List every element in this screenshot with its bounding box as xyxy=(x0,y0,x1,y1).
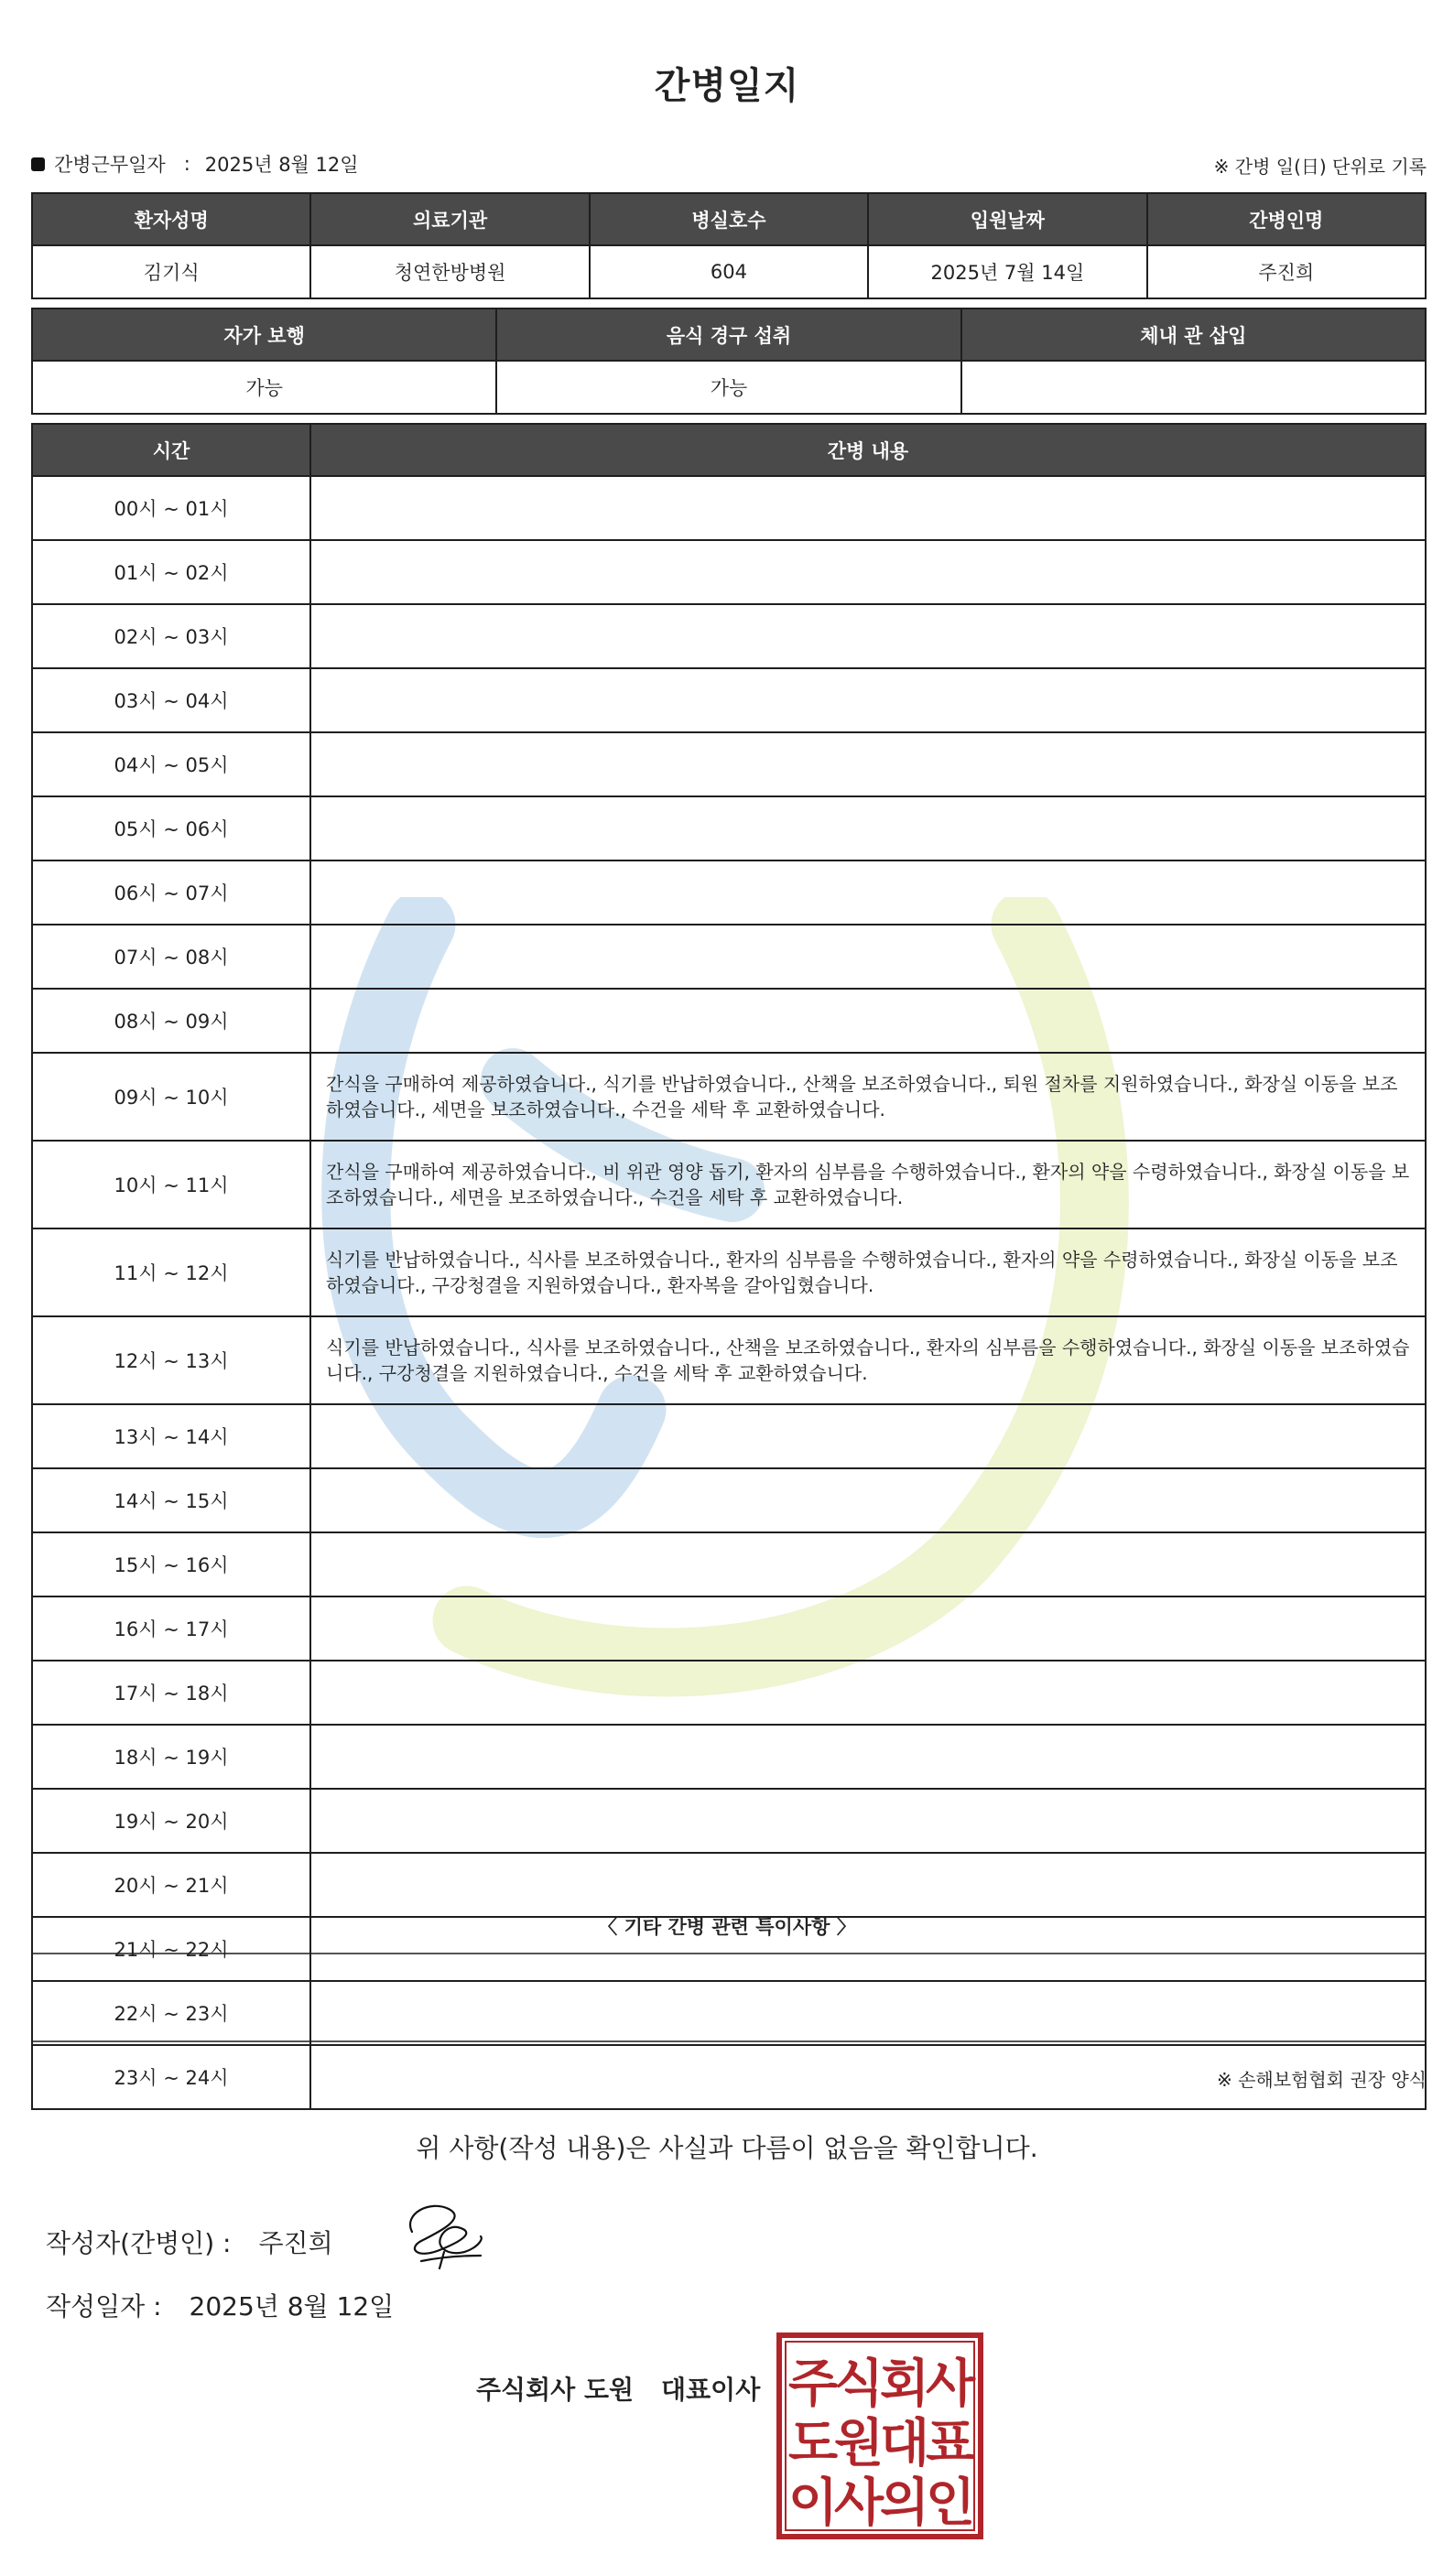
care-content-cell xyxy=(310,1981,1426,2045)
table-row xyxy=(32,732,1426,796)
work-date-value: 2025년 8월 12일 xyxy=(204,154,359,176)
company-line xyxy=(476,2370,760,2407)
header-tube-insertion: 체내 관 삽입 xyxy=(961,308,1426,361)
header-room-number: 병실호수 xyxy=(590,193,868,245)
oral-intake-value: 가능 xyxy=(496,361,960,414)
care-content-cell xyxy=(310,1789,1426,1853)
time-slot-cell: 02시 ~ 03시 xyxy=(32,604,310,668)
work-date-separator: : xyxy=(183,153,190,175)
table-row xyxy=(32,1316,1426,1404)
table-row xyxy=(32,989,1426,1053)
write-date-line xyxy=(46,2287,394,2323)
time-slot-cell: 16시 ~ 17시 xyxy=(32,1596,310,1661)
svg-text:대: 대 xyxy=(879,2414,930,2473)
header-patient-name: 환자성명 xyxy=(32,193,310,245)
time-slot-cell: 08시 ~ 09시 xyxy=(32,989,310,1053)
care-content-cell xyxy=(310,1853,1426,1917)
patient-name: 김기식 xyxy=(32,245,310,298)
time-slot-cell: 22시 ~ 23시 xyxy=(32,1981,310,2045)
table-row xyxy=(32,1532,1426,1596)
time-slot-cell: 11시 ~ 12시 xyxy=(32,1228,310,1316)
admission-date: 2025년 7월 14일 xyxy=(868,245,1146,298)
time-slot-cell: 21시 ~ 22시 xyxy=(32,1917,310,1981)
svg-text:인: 인 xyxy=(925,2473,976,2533)
patient-info-table xyxy=(31,192,1427,299)
company-name: 주식회사 도원 xyxy=(476,2375,635,2405)
care-content-cell xyxy=(310,604,1426,668)
header-time: 시간 xyxy=(32,424,310,476)
care-content-cell xyxy=(310,540,1426,604)
page-title: 간병일지 xyxy=(654,65,800,107)
svg-text:표: 표 xyxy=(925,2414,976,2473)
care-content-cell: 식기를 반납하였습니다., 식사를 보조하였습니다., 산책을 보조하였습니다., 환자의 심부름을 수행하였습니다., 화장실 이동을 보조하였습니다., 구강청결을 지원하였습니다., 수건을 세탁 후 교환하였습니다. xyxy=(310,1316,1426,1404)
header-caregiver-name: 간병인명 xyxy=(1147,193,1426,245)
care-content-cell xyxy=(310,2045,1426,2109)
write-date-value: 2025년 8월 12일 xyxy=(189,2291,395,2322)
care-content-cell xyxy=(310,860,1426,925)
hospital-name: 청연한방병원 xyxy=(310,245,589,298)
room-number: 604 xyxy=(590,245,868,298)
table-row xyxy=(32,925,1426,989)
care-content-cell xyxy=(310,796,1426,860)
care-content-cell xyxy=(310,668,1426,732)
care-content-cell xyxy=(310,989,1426,1053)
time-slot-cell: 05시 ~ 06시 xyxy=(32,796,310,860)
care-content-cell xyxy=(310,1661,1426,1725)
table-row xyxy=(32,476,1426,540)
svg-text:주: 주 xyxy=(787,2354,839,2414)
time-slot-cell: 09시 ~ 10시 xyxy=(32,1053,310,1141)
unit-note: ※ 간병 일(日) 단위로 기록 xyxy=(1213,156,1427,178)
svg-text:식: 식 xyxy=(833,2354,884,2414)
time-slot-cell: 17시 ~ 18시 xyxy=(32,1661,310,1725)
time-slot-cell: 15시 ~ 16시 xyxy=(32,1532,310,1596)
writer-line xyxy=(46,2224,333,2260)
svg-text:사: 사 xyxy=(833,2473,884,2533)
header-care-content: 간병 내용 xyxy=(310,424,1426,476)
work-date-line xyxy=(31,150,359,178)
care-content-cell: 식기를 반납하였습니다., 식사를 보조하였습니다., 환자의 심부름을 수행하였습니다., 환자의 약을 수령하였습니다., 화장실 이동을 보조하였습니다., 구강청결을 지원하였습니다., 환자복을 갈아입혔습니다. xyxy=(310,1228,1426,1316)
handwritten-signature xyxy=(394,2195,494,2273)
table-row xyxy=(32,1596,1426,1661)
write-date-label: 작성일자 : xyxy=(46,2291,162,2322)
care-content-cell xyxy=(310,1725,1426,1789)
table-row xyxy=(32,2045,1426,2109)
table-row xyxy=(32,1053,1426,1141)
time-slot-cell: 12시 ~ 13시 xyxy=(32,1316,310,1404)
table-row xyxy=(32,1981,1426,2045)
bullet-square-icon xyxy=(31,157,45,171)
svg-text:원: 원 xyxy=(833,2414,884,2473)
care-content-cell xyxy=(310,1468,1426,1532)
care-content-cell xyxy=(310,732,1426,796)
header-hospital: 의료기관 xyxy=(310,193,589,245)
table-row xyxy=(32,1141,1426,1228)
care-content-cell xyxy=(310,476,1426,540)
table-row xyxy=(32,604,1426,668)
time-slot-cell: 10시 ~ 11시 xyxy=(32,1141,310,1228)
table-row xyxy=(32,668,1426,732)
patient-status-table xyxy=(31,308,1427,415)
time-slot-cell: 04시 ~ 05시 xyxy=(32,732,310,796)
care-log-table xyxy=(31,423,1427,2110)
time-slot-cell: 19시 ~ 20시 xyxy=(32,1789,310,1853)
care-content-cell: 간식을 구매하여 제공하였습니다., 비 위관 영양 돕기, 환자의 심부름을 수행하였습니다., 환자의 약을 수령하였습니다., 화장실 이동을 보조하였습니다., 세면을 보조하였습니다., 수건을 세탁 후 교환하였습니다. xyxy=(310,1141,1426,1228)
care-content-cell xyxy=(310,1917,1426,1981)
svg-text:의: 의 xyxy=(879,2473,930,2533)
company-seal-stamp xyxy=(776,2332,983,2539)
time-slot-cell: 13시 ~ 14시 xyxy=(32,1404,310,1468)
table-row xyxy=(32,796,1426,860)
caregiver-name: 주진희 xyxy=(1147,245,1426,298)
table-row xyxy=(32,1228,1426,1316)
time-slot-cell: 23시 ~ 24시 xyxy=(32,2045,310,2109)
confirmation-statement: 위 사항(작성 내용)은 사실과 다름이 없음을 확인합니다. xyxy=(416,2133,1038,2163)
svg-text:사: 사 xyxy=(925,2354,976,2414)
writer-label: 작성자(간병인) : xyxy=(46,2228,232,2258)
svg-text:도: 도 xyxy=(787,2414,839,2473)
time-slot-cell: 00시 ~ 01시 xyxy=(32,476,310,540)
time-slot-cell: 07시 ~ 08시 xyxy=(32,925,310,989)
table-row xyxy=(32,540,1426,604)
care-content-cell xyxy=(310,1596,1426,1661)
table-row xyxy=(32,1725,1426,1789)
table-row xyxy=(32,1789,1426,1853)
care-content-cell: 간식을 구매하여 제공하였습니다., 식기를 반납하였습니다., 산책을 보조하였습니다., 퇴원 절차를 지원하였습니다., 화장실 이동을 보조하였습니다., 세면을 보조하였습니다., 수건을 세탁 후 교환하였습니다. xyxy=(310,1053,1426,1141)
time-slot-cell: 01시 ~ 02시 xyxy=(32,540,310,604)
header-admission-date: 입원날짜 xyxy=(868,193,1146,245)
table-row xyxy=(32,1661,1426,1725)
svg-text:회: 회 xyxy=(879,2354,930,2414)
work-date-label: 간병근무일자 xyxy=(54,154,166,176)
table-row xyxy=(32,1853,1426,1917)
header-self-walking: 자가 보행 xyxy=(32,308,496,361)
time-slot-cell: 18시 ~ 19시 xyxy=(32,1725,310,1789)
time-slot-cell: 03시 ~ 04시 xyxy=(32,668,310,732)
remarks-title: 〈 기타 간병 관련 특이사항 〉 xyxy=(598,1916,856,1938)
svg-text:이: 이 xyxy=(787,2473,839,2533)
time-slot-cell: 20시 ~ 21시 xyxy=(32,1853,310,1917)
table-row xyxy=(32,1468,1426,1532)
association-note: ※ 손해보험협회 권장 양식 xyxy=(1216,2069,1427,2091)
table-row xyxy=(32,1917,1426,1981)
care-content-cell xyxy=(310,1404,1426,1468)
company-ceo-title: 대표이사 xyxy=(661,2375,761,2405)
care-content-cell xyxy=(310,1532,1426,1596)
tube-insertion-value xyxy=(961,361,1426,414)
writer-name: 주진희 xyxy=(258,2228,333,2258)
time-slot-cell: 14시 ~ 15시 xyxy=(32,1468,310,1532)
table-row xyxy=(32,860,1426,925)
care-content-cell xyxy=(310,925,1426,989)
self-walking-value: 가능 xyxy=(32,361,496,414)
time-slot-cell: 06시 ~ 07시 xyxy=(32,860,310,925)
table-row xyxy=(32,1404,1426,1468)
header-oral-intake: 음식 경구 섭취 xyxy=(496,308,960,361)
